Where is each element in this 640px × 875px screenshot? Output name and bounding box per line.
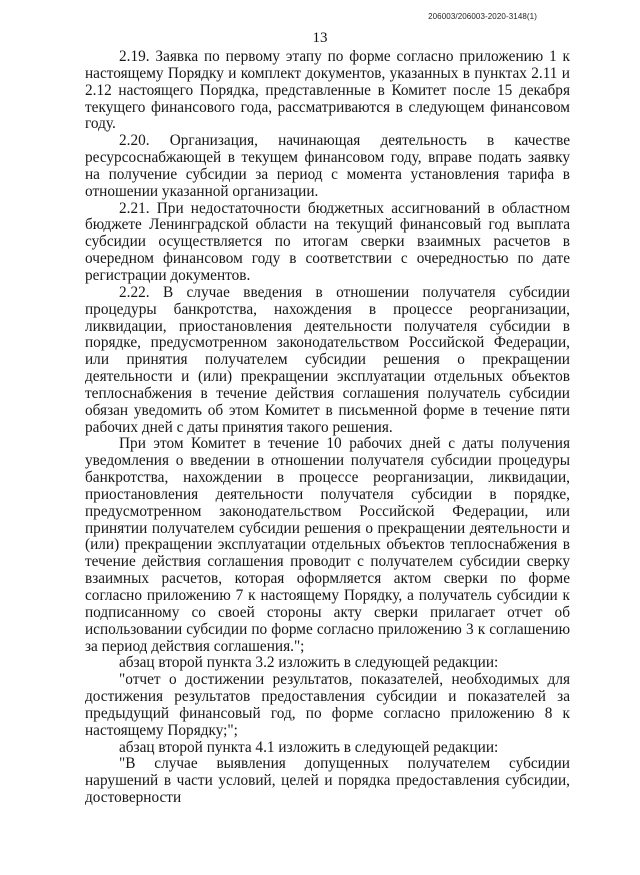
page-number: 13 [312, 30, 328, 46]
paragraph-amendment-4-1-text: "В случае выявления допущенных получателем субсидии нарушений в части условий, целей и порядка предоставления субсидии, достоверности [85, 755, 570, 807]
document-body [85, 49, 570, 807]
document-registration-code: 206003/206003-2020-3148(1) [428, 12, 537, 21]
paragraph-amendment-4-1-intro: абзац второй пункта 4.1 изложить в следующей редакции: [119, 738, 499, 756]
paragraph-2-22: 2.22. В случае введения в отношении получателя субсидии процедуры банкротства, нахождения в процессе реорганизации, ликвидации, приостановления деятельности получателя субсидии в порядке, предусмотренном законодательством Российской Федерации, или принятия получателем субсидии решения о прекращении деятельности и (или) прекращении эксплуатации отдельных объектов теплоснабжения в течение действия соглашения получатель субсидии обязан уведомить об этом Комитет в письменной форме в течение пяти рабочих дней с даты принятия такого решения. [85, 283, 570, 436]
paragraph-2-20: 2.20. Организация, начинающая деятельность в качестве ресурсоснабжающей в текущем финансовом году, вправе подать заявку на получение субсидии за период с момента установления тарифа в отношении указанной организации. [85, 132, 570, 200]
paragraph-amendment-3-2-text: "отчет о достижении результатов, показателей, необходимых для достижения результатов предоставления субсидии и показателей за предыдущий финансовый год, по форме согласно приложению 8 к настоящему Порядку;"; [85, 671, 570, 739]
paragraph-2-19: 2.19. Заявка по первому этапу по форме согласно приложению 1 к настоящему Порядку и комплект документов, указанных в пунктах 2.11 и 2.12 настоящего Порядка, представленные в Комитет после 15 декабря текущего финансового года, рассматриваются в следующем финансовом году. [85, 48, 570, 133]
paragraph-reconciliation: При этом Комитет в течение 10 рабочих дней с даты получения уведомления о введении в отношении получателя субсидии процедуры банкротства, нахождении в процессе реорганизации, ликвидации, приостановления деятельности получателя субсидии в порядке, предусмотренном законодательством Российской Федерации, или принятии получателем субсидии решения о прекращении деятельности и (или) прекращении эксплуатации отдельных объектов теплоснабжения в течение действия соглашения проводит с получателем субсидии сверку взаимных расчетов, которая оформляется актом сверки по форме согласно приложению 7 к настоящему Порядку, а получатель субсидии к подписанному со своей стороны акту сверки прилагает отчет об использовании субсидии по форме согласно приложению 3 к соглашению за период действия соглашения."; [85, 435, 570, 655]
paragraph-amendment-3-2-intro: абзац второй пункта 3.2 изложить в следующей редакции: [119, 654, 499, 672]
paragraph-2-21: 2.21. При недостаточности бюджетных ассигнований в областном бюджете Ленинградской области на текущий финансовый год выплата субсидии осуществляется по итогам сверки взаимных расчетов в очередном финансовом году в соответствии с очередностью по дате регистрации документов. [85, 199, 570, 284]
